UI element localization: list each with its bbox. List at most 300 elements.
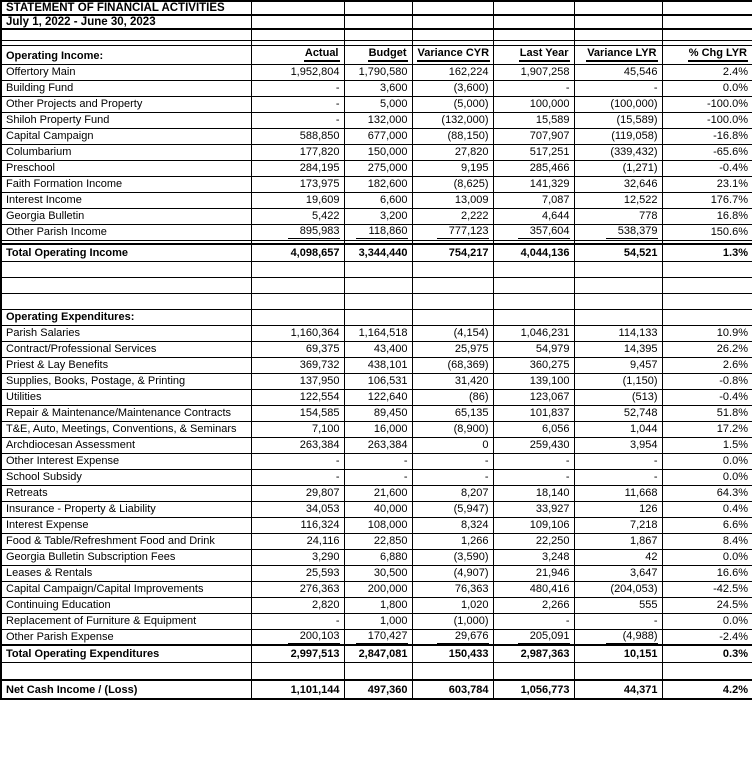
cell-budget <box>344 29 412 40</box>
cell-pct-chg-lyr <box>662 15 752 29</box>
cell-pct-chg-lyr: 10.9% <box>662 325 752 341</box>
cell-last-year <box>493 29 574 40</box>
cell-actual: 7,100 <box>251 421 344 437</box>
row-label: Shiloh Property Fund <box>1 112 251 128</box>
cell-variance-lyr: 3,954 <box>574 437 662 453</box>
row-label: School Subsidy <box>1 469 251 485</box>
cell-actual: 69,375 <box>251 341 344 357</box>
cell-pct-chg-lyr <box>662 45 752 64</box>
cell-variance-cyr: 754,217 <box>412 244 493 261</box>
cell-actual: 25,593 <box>251 565 344 581</box>
cell-budget: 106,531 <box>344 373 412 389</box>
cell-pct-chg-lyr: -16.8% <box>662 128 752 144</box>
cell-variance-cyr: (3,600) <box>412 80 493 96</box>
row-label: Georgia Bulletin <box>1 208 251 224</box>
cell-pct-chg-lyr: 6.6% <box>662 517 752 533</box>
cell-variance-cyr: (5,000) <box>412 96 493 112</box>
column-header: % Chg LYR <box>688 47 748 62</box>
cell-variance-cyr <box>412 224 493 240</box>
cell-pct-chg-lyr: 23.1% <box>662 176 752 192</box>
cell-variance-lyr <box>574 309 662 325</box>
cell-variance-cyr: 150,433 <box>412 645 493 662</box>
cell-variance-lyr: - <box>574 613 662 629</box>
cell-variance-lyr <box>574 29 662 40</box>
cell-pct-chg-lyr: 176.7% <box>662 192 752 208</box>
cell-variance-cyr <box>412 1 493 15</box>
cell-actual: 29,807 <box>251 485 344 501</box>
table-row <box>1 549 752 565</box>
table-row <box>1 29 752 40</box>
cell-budget: 677,000 <box>344 128 412 144</box>
cell-variance-lyr: (1,271) <box>574 160 662 176</box>
cell-budget: 43,400 <box>344 341 412 357</box>
row-label <box>1 29 251 40</box>
table-row <box>1 437 752 453</box>
cell-pct-chg-lyr: 0.0% <box>662 613 752 629</box>
cell-variance-lyr: 778 <box>574 208 662 224</box>
table-row <box>1 453 752 469</box>
cell-last-year: 139,100 <box>493 373 574 389</box>
cell-variance-cyr: 0 <box>412 437 493 453</box>
row-label: Other Parish Expense <box>1 629 251 645</box>
cell-variance-cyr: (8,900) <box>412 421 493 437</box>
cell-budget <box>344 662 412 680</box>
cell-last-year: 360,275 <box>493 357 574 373</box>
cell-budget: 182,600 <box>344 176 412 192</box>
table-row <box>1 160 752 176</box>
cell-budget: 122,640 <box>344 389 412 405</box>
cell-pct-chg-lyr: 1.3% <box>662 244 752 261</box>
table-row <box>1 224 752 240</box>
cell-pct-chg-lyr <box>662 293 752 309</box>
cell-variance-lyr <box>574 45 662 64</box>
cell-variance-cyr: (8,625) <box>412 176 493 192</box>
cell-variance-lyr: 126 <box>574 501 662 517</box>
table-row <box>1 405 752 421</box>
cell-last-year: 4,644 <box>493 208 574 224</box>
cell-pct-chg-lyr: 0.0% <box>662 469 752 485</box>
cell-budget: 200,000 <box>344 581 412 597</box>
cell-budget: 5,000 <box>344 96 412 112</box>
cell-variance-cyr: 65,135 <box>412 405 493 421</box>
cell-variance-lyr <box>574 629 662 645</box>
table-row <box>1 144 752 160</box>
cell-variance-lyr: (1,150) <box>574 373 662 389</box>
cell-variance-cyr: 162,224 <box>412 64 493 80</box>
cell-variance-cyr: 31,420 <box>412 373 493 389</box>
cell-last-year: 707,907 <box>493 128 574 144</box>
row-label: Priest & Lay Benefits <box>1 357 251 373</box>
cell-variance-cyr: 603,784 <box>412 680 493 699</box>
row-label: Interest Expense <box>1 517 251 533</box>
total-row-label: Total Operating Expenditures <box>1 645 251 662</box>
cell-budget: 1,164,518 <box>344 325 412 341</box>
cell-actual: 1,952,804 <box>251 64 344 80</box>
cell-budget <box>344 45 412 64</box>
cell-budget <box>344 629 412 645</box>
cell-actual <box>251 45 344 64</box>
table-row <box>1 244 752 261</box>
cell-last-year <box>493 662 574 680</box>
cell-variance-cyr: (68,369) <box>412 357 493 373</box>
row-label <box>1 261 251 277</box>
cell-budget <box>344 1 412 15</box>
cell-last-year: 141,329 <box>493 176 574 192</box>
row-label: Archdiocesan Assessment <box>1 437 251 453</box>
cell-pct-chg-lyr: 0.0% <box>662 549 752 565</box>
cell-pct-chg-lyr <box>662 309 752 325</box>
cell-actual <box>251 15 344 29</box>
cell-budget: 1,800 <box>344 597 412 613</box>
cell-variance-cyr: 1,266 <box>412 533 493 549</box>
underlined-value: 170,427 <box>356 630 408 644</box>
cell-budget: 30,500 <box>344 565 412 581</box>
table-row <box>1 357 752 373</box>
table-row <box>1 208 752 224</box>
table-row <box>1 192 752 208</box>
cell-actual: 137,950 <box>251 373 344 389</box>
cell-variance-lyr: - <box>574 469 662 485</box>
cell-actual <box>251 1 344 15</box>
table-row <box>1 629 752 645</box>
table-row <box>1 373 752 389</box>
cell-variance-lyr <box>574 277 662 293</box>
cell-variance-lyr: (513) <box>574 389 662 405</box>
cell-pct-chg-lyr: -65.6% <box>662 144 752 160</box>
cell-variance-lyr: (339,432) <box>574 144 662 160</box>
cell-last-year <box>493 224 574 240</box>
cell-pct-chg-lyr: -100.0% <box>662 112 752 128</box>
cell-budget <box>344 261 412 277</box>
row-label: Contract/Professional Services <box>1 341 251 357</box>
table-row <box>1 581 752 597</box>
cell-last-year: 15,589 <box>493 112 574 128</box>
row-label: T&E, Auto, Meetings, Conventions, & Seminars <box>1 421 251 437</box>
section-label: Operating Expenditures: <box>1 309 251 325</box>
row-label: Offertory Main <box>1 64 251 80</box>
cell-variance-cyr <box>412 45 493 64</box>
row-label: Faith Formation Income <box>1 176 251 192</box>
cell-pct-chg-lyr <box>662 662 752 680</box>
total-row-label: Total Operating Income <box>1 244 251 261</box>
cell-last-year: 2,987,363 <box>493 645 574 662</box>
cell-budget: 150,000 <box>344 144 412 160</box>
cell-variance-lyr: 52,748 <box>574 405 662 421</box>
cell-last-year: 54,979 <box>493 341 574 357</box>
cell-last-year <box>493 309 574 325</box>
cell-actual: 588,850 <box>251 128 344 144</box>
cell-budget: 132,000 <box>344 112 412 128</box>
cell-budget: 1,000 <box>344 613 412 629</box>
cell-pct-chg-lyr: 0.4% <box>662 501 752 517</box>
cell-pct-chg-lyr <box>662 29 752 40</box>
row-label: Georgia Bulletin Subscription Fees <box>1 549 251 565</box>
cell-variance-lyr: 1,867 <box>574 533 662 549</box>
cell-pct-chg-lyr: -0.8% <box>662 373 752 389</box>
cell-variance-lyr: (119,058) <box>574 128 662 144</box>
cell-last-year <box>493 1 574 15</box>
cell-actual: 34,053 <box>251 501 344 517</box>
cell-last-year: - <box>493 453 574 469</box>
cell-actual: 369,732 <box>251 357 344 373</box>
underlined-value: 118,860 <box>356 225 408 239</box>
cell-actual: - <box>251 80 344 96</box>
cell-variance-lyr <box>574 15 662 29</box>
cell-last-year: 109,106 <box>493 517 574 533</box>
cell-variance-cyr: 9,195 <box>412 160 493 176</box>
table-row <box>1 112 752 128</box>
cell-actual: 19,609 <box>251 192 344 208</box>
cell-variance-lyr: 32,646 <box>574 176 662 192</box>
cell-last-year: 259,430 <box>493 437 574 453</box>
cell-last-year <box>493 629 574 645</box>
cell-actual: - <box>251 96 344 112</box>
table-row <box>1 80 752 96</box>
cell-variance-lyr: 42 <box>574 549 662 565</box>
cell-variance-cyr <box>412 293 493 309</box>
cell-last-year: 21,946 <box>493 565 574 581</box>
cell-variance-cyr <box>412 662 493 680</box>
cell-last-year <box>493 277 574 293</box>
underlined-value: 777,123 <box>437 225 489 239</box>
cell-budget <box>344 293 412 309</box>
cell-pct-chg-lyr: 24.5% <box>662 597 752 613</box>
table-row <box>1 597 752 613</box>
cell-pct-chg-lyr: 1.5% <box>662 437 752 453</box>
cell-last-year: - <box>493 469 574 485</box>
cell-variance-lyr <box>574 293 662 309</box>
table-row <box>1 421 752 437</box>
underlined-value: 357,604 <box>518 225 570 239</box>
cell-budget: - <box>344 453 412 469</box>
cell-variance-cyr: 1,020 <box>412 597 493 613</box>
cell-variance-cyr: (88,150) <box>412 128 493 144</box>
cell-pct-chg-lyr: 2.4% <box>662 64 752 80</box>
table-row <box>1 45 752 64</box>
cell-budget: 3,200 <box>344 208 412 224</box>
table-row <box>1 128 752 144</box>
cell-actual: 177,820 <box>251 144 344 160</box>
cell-last-year: 1,907,258 <box>493 64 574 80</box>
cell-variance-cyr: (132,000) <box>412 112 493 128</box>
row-label <box>1 277 251 293</box>
row-label: Parish Salaries <box>1 325 251 341</box>
cell-variance-lyr: 54,521 <box>574 244 662 261</box>
cell-budget: 3,344,440 <box>344 244 412 261</box>
cell-budget: 275,000 <box>344 160 412 176</box>
cell-pct-chg-lyr: 51.8% <box>662 405 752 421</box>
column-header: Variance LYR <box>586 47 657 62</box>
cell-actual: 173,975 <box>251 176 344 192</box>
cell-actual: 2,997,513 <box>251 645 344 662</box>
cell-variance-lyr: 1,044 <box>574 421 662 437</box>
cell-actual: 2,820 <box>251 597 344 613</box>
row-label: Retreats <box>1 485 251 501</box>
cell-actual: 1,101,144 <box>251 680 344 699</box>
cell-variance-lyr: (204,053) <box>574 581 662 597</box>
table-row <box>1 485 752 501</box>
cell-actual: 24,116 <box>251 533 344 549</box>
cell-variance-lyr: 12,522 <box>574 192 662 208</box>
cell-last-year: 18,140 <box>493 485 574 501</box>
cell-variance-cyr: (1,000) <box>412 613 493 629</box>
cell-pct-chg-lyr: -42.5% <box>662 581 752 597</box>
cell-actual: 122,554 <box>251 389 344 405</box>
cell-variance-lyr: 9,457 <box>574 357 662 373</box>
cell-variance-lyr <box>574 662 662 680</box>
cell-variance-cyr: - <box>412 453 493 469</box>
underlined-value: 538,379 <box>606 225 658 239</box>
cell-budget <box>344 309 412 325</box>
cell-variance-lyr: 114,133 <box>574 325 662 341</box>
cell-last-year: 517,251 <box>493 144 574 160</box>
cell-actual: - <box>251 613 344 629</box>
page-title: STATEMENT OF FINANCIAL ACTIVITIES <box>1 1 251 15</box>
row-label: Insurance - Property & Liability <box>1 501 251 517</box>
row-label: Columbarium <box>1 144 251 160</box>
row-label: Replacement of Furniture & Equipment <box>1 613 251 629</box>
cell-variance-cyr <box>412 29 493 40</box>
underlined-value: 895,983 <box>288 225 340 239</box>
cell-last-year: 2,266 <box>493 597 574 613</box>
period-subtitle: July 1, 2022 - June 30, 2023 <box>1 15 251 29</box>
row-label: Preschool <box>1 160 251 176</box>
table-row <box>1 662 752 680</box>
cell-actual: - <box>251 469 344 485</box>
cell-variance-cyr: (5,947) <box>412 501 493 517</box>
table-row <box>1 517 752 533</box>
cell-pct-chg-lyr: 0.0% <box>662 80 752 96</box>
cell-budget: 2,847,081 <box>344 645 412 662</box>
table-row <box>1 15 752 29</box>
cell-variance-cyr: 8,324 <box>412 517 493 533</box>
table-row <box>1 645 752 662</box>
cell-last-year: 33,927 <box>493 501 574 517</box>
cell-pct-chg-lyr: -0.4% <box>662 160 752 176</box>
cell-variance-cyr: 8,207 <box>412 485 493 501</box>
row-label: Other Interest Expense <box>1 453 251 469</box>
cell-pct-chg-lyr: 4.2% <box>662 680 752 699</box>
cell-variance-lyr: 11,668 <box>574 485 662 501</box>
cell-actual: 263,384 <box>251 437 344 453</box>
cell-variance-lyr: 3,647 <box>574 565 662 581</box>
cell-variance-cyr: - <box>412 469 493 485</box>
cell-last-year: 1,046,231 <box>493 325 574 341</box>
cell-variance-cyr <box>412 15 493 29</box>
section-label: Operating Income: <box>1 45 251 64</box>
cell-actual: 276,363 <box>251 581 344 597</box>
column-header: Budget <box>368 47 408 62</box>
cell-variance-lyr: 44,371 <box>574 680 662 699</box>
table-row <box>1 277 752 293</box>
cell-pct-chg-lyr: 64.3% <box>662 485 752 501</box>
table-row <box>1 309 752 325</box>
cell-variance-cyr: (4,907) <box>412 565 493 581</box>
cell-variance-cyr: (3,590) <box>412 549 493 565</box>
cell-variance-lyr <box>574 261 662 277</box>
cell-variance-lyr: 7,218 <box>574 517 662 533</box>
cell-actual: 3,290 <box>251 549 344 565</box>
cell-last-year: 6,056 <box>493 421 574 437</box>
cell-pct-chg-lyr: -100.0% <box>662 96 752 112</box>
table-row <box>1 293 752 309</box>
row-label: Repair & Maintenance/Maintenance Contracts <box>1 405 251 421</box>
cell-pct-chg-lyr: -0.4% <box>662 389 752 405</box>
cell-variance-cyr <box>412 277 493 293</box>
table-row <box>1 533 752 549</box>
cell-variance-cyr: 27,820 <box>412 144 493 160</box>
row-label: Continuing Education <box>1 597 251 613</box>
cell-variance-cyr: 76,363 <box>412 581 493 597</box>
cell-actual <box>251 29 344 40</box>
cell-last-year: 3,248 <box>493 549 574 565</box>
cell-budget: 108,000 <box>344 517 412 533</box>
cell-variance-cyr: 25,975 <box>412 341 493 357</box>
cell-variance-cyr: 2,222 <box>412 208 493 224</box>
underlined-value: (4,988) <box>606 630 658 644</box>
cell-variance-lyr <box>574 224 662 240</box>
cell-actual <box>251 293 344 309</box>
cell-variance-cyr <box>412 309 493 325</box>
cell-budget <box>344 277 412 293</box>
row-label: Leases & Rentals <box>1 565 251 581</box>
row-label <box>1 662 251 680</box>
cell-pct-chg-lyr: 2.6% <box>662 357 752 373</box>
cell-last-year: 4,044,136 <box>493 244 574 261</box>
cell-last-year: 101,837 <box>493 405 574 421</box>
table-row <box>1 176 752 192</box>
cell-pct-chg-lyr: 0.0% <box>662 453 752 469</box>
cell-actual: - <box>251 112 344 128</box>
cell-variance-lyr: (100,000) <box>574 96 662 112</box>
cell-actual <box>251 224 344 240</box>
cell-variance-lyr: (15,589) <box>574 112 662 128</box>
cell-actual: 116,324 <box>251 517 344 533</box>
underlined-value: 200,103 <box>288 630 340 644</box>
table-row <box>1 96 752 112</box>
cell-budget: 16,000 <box>344 421 412 437</box>
cell-actual <box>251 662 344 680</box>
cell-variance-lyr: - <box>574 453 662 469</box>
cell-actual <box>251 261 344 277</box>
cell-last-year: - <box>493 80 574 96</box>
cell-actual: 154,585 <box>251 405 344 421</box>
cell-budget: 6,600 <box>344 192 412 208</box>
cell-pct-chg-lyr: -2.4% <box>662 629 752 645</box>
column-header: Variance CYR <box>417 47 491 62</box>
cell-actual: 5,422 <box>251 208 344 224</box>
cell-last-year: 100,000 <box>493 96 574 112</box>
cell-budget: 1,790,580 <box>344 64 412 80</box>
underlined-value: 205,091 <box>518 630 570 644</box>
cell-last-year: - <box>493 613 574 629</box>
table-row <box>1 341 752 357</box>
cell-budget: 497,360 <box>344 680 412 699</box>
cell-variance-lyr: 45,546 <box>574 64 662 80</box>
table-row <box>1 501 752 517</box>
row-label: Other Projects and Property <box>1 96 251 112</box>
cell-last-year: 123,067 <box>493 389 574 405</box>
table-row <box>1 389 752 405</box>
table-row <box>1 64 752 80</box>
cell-variance-lyr: - <box>574 80 662 96</box>
table-row <box>1 613 752 629</box>
cell-variance-cyr <box>412 629 493 645</box>
cell-variance-lyr: 10,151 <box>574 645 662 662</box>
cell-pct-chg-lyr <box>662 1 752 15</box>
cell-variance-lyr: 555 <box>574 597 662 613</box>
cell-pct-chg-lyr: 150.6% <box>662 224 752 240</box>
